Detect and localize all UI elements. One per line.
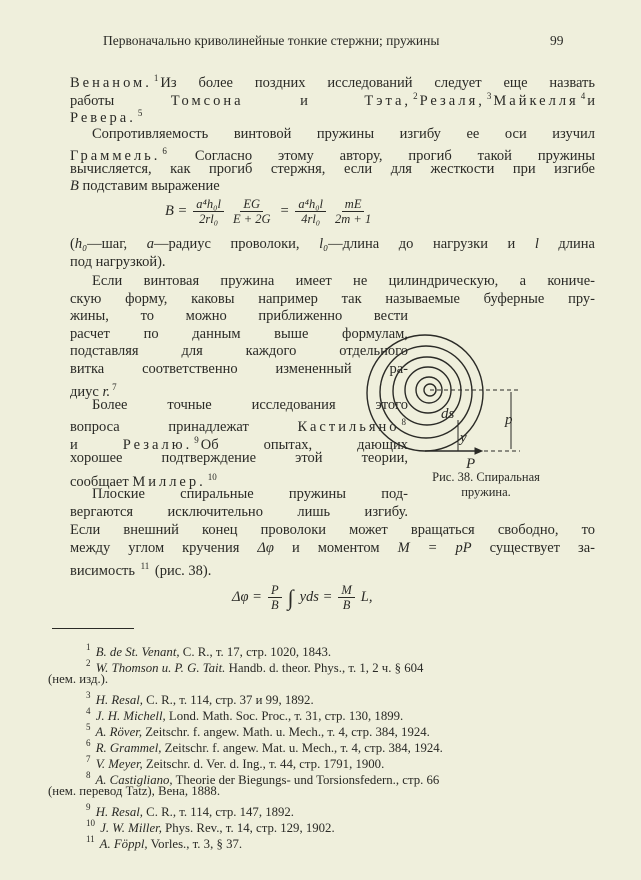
text-segment: и моментом (273, 540, 398, 556)
text-segment: витка соответственно измененный ра- (70, 361, 408, 377)
frac-num: a⁴h₀l (295, 197, 326, 212)
text-segment: Δφ (257, 540, 274, 556)
footnote-ref: 10 (207, 472, 217, 482)
caption-line: пружина. (461, 485, 511, 499)
formula-lhs: Δφ = (232, 589, 262, 605)
label-P: P (466, 456, 476, 472)
footnote-author: J. W. Miller, (97, 821, 162, 835)
footnote (84, 831, 242, 852)
text-segment: Резаля, (419, 93, 485, 109)
text-segment: —шаг, (87, 236, 147, 252)
text-segment: —длина до нагрузки и (328, 236, 535, 252)
text-segment: скую форму, каковы например так называемые буферные пру- (70, 291, 595, 307)
footnote-ref: 7 (112, 382, 117, 392)
text-segment: (рис. 38). (151, 563, 212, 579)
footnote-number: 7 (86, 754, 91, 764)
footnote-ref: 4 (580, 91, 586, 101)
text-segment: Об опытах, дающих (200, 437, 408, 453)
text-segment: расчет по данным выше формулам, (70, 326, 408, 342)
footnote-text: C. R., т. 17, стр. 1020, 1843. (179, 645, 332, 659)
footnote-ref: 9 (194, 435, 199, 445)
text-segment: вергаются исключительно лишь изгибу. (70, 504, 408, 520)
text-segment: Сопротивляемость винтовой пружины изгибу ее оси изучил (92, 126, 595, 142)
text-segment: B (70, 178, 79, 194)
footnote-author: H. Resal, (92, 693, 143, 707)
formula-tail: L, (360, 589, 373, 605)
caption-line: Рис. 38. Спиральная (432, 470, 540, 484)
footnote-continuation: (нем. изд.). (48, 672, 109, 686)
text-segment: вычисляется, как прогиб стержня, если для жесткости при изгибе (70, 161, 595, 177)
footnote-continuation: (нем. перевод Tatz), Вена, 1888. (48, 784, 221, 798)
text-segment: под нагрузкой). (70, 254, 166, 270)
frac-den: 2m + 1 (335, 212, 372, 226)
text-segment: подставим выражение (78, 178, 220, 194)
footnote-author: A. Föppl, (96, 837, 148, 851)
text-segment: a (146, 236, 154, 252)
text-segment: Плоские спиральные пружины под- (92, 486, 408, 502)
footnote-text: Theorie der Biegungs- und Torsionsfedern., стр. 66 (172, 773, 440, 787)
footnote-number: 8 (86, 770, 91, 780)
text-segment: Если винтовая пружина имеет не цилиндрическую, а кониче- (92, 273, 595, 289)
footnote-number: 9 (86, 802, 91, 812)
text-segment: сообщает (70, 474, 133, 490)
footnote-number: 4 (86, 706, 91, 716)
text-segment: Венаном. (70, 75, 152, 91)
text-segment: Граммель. (70, 148, 161, 164)
formula-mid: yds = (299, 589, 333, 605)
frac-den: B (270, 598, 279, 612)
text-segment: r. (102, 384, 111, 400)
footnote-author: H. Resal, (92, 805, 143, 819)
footnote-ref: 6 (162, 146, 167, 156)
frac-num: mE (342, 197, 365, 212)
label-p: p (505, 412, 513, 428)
footnote-author: A. Röver, (92, 725, 143, 739)
text-segment: жины, то можно приближенно вести (70, 308, 408, 324)
text-segment: Согласно этому автору, прогиб такой пружины (168, 148, 595, 164)
footnote-author: W. Thomson u. P. G. Tait. (92, 661, 226, 675)
footnote-text: C. R., т. 114, стр. 37 и 99, 1892. (142, 693, 314, 707)
footnote-text: Handb. d. theor. Phys., т. 1, 2 ч. § 604 (225, 661, 424, 675)
footnote-ref: 8 (401, 417, 406, 427)
footnote-ref: 1 (153, 73, 159, 83)
footnote-number: 10 (86, 818, 95, 828)
footnote-number: 3 (86, 690, 91, 700)
text-segment: M = pP (397, 540, 472, 556)
frac-num: a⁴h₀l (193, 197, 224, 212)
footnote-text: Phys. Rev., т. 14, стр. 129, 1902. (161, 821, 335, 835)
footnote-author: R. Grammel, (92, 741, 162, 755)
footnote-author: B. de St. Venant, (92, 645, 180, 659)
text-segment: диус (70, 384, 103, 400)
text-segment: ( (70, 236, 75, 252)
frac-den: 4rl₀ (301, 212, 321, 226)
footnote-divider (52, 628, 134, 629)
frac-num: EG (240, 197, 263, 212)
text-segment: Более точные исследования этого (92, 397, 408, 413)
text-segment: подставляя для каждого отдельного (70, 343, 408, 359)
text-segment: h₀ (74, 236, 88, 252)
footnote-text: Zeitschr. d. Ver. d. Ing., т. 44, стр. 1791, 1900. (142, 757, 385, 771)
text-segment: Из более поздних исследований следует еще назвать (160, 75, 595, 91)
footnote-text: Lond. Math. Soc. Proc., т. 31, стр. 130, 1899. (165, 709, 404, 723)
text-segment: —радиус проволоки, (153, 236, 320, 252)
page-number: 99 (550, 33, 564, 48)
footnote-number: 1 (86, 642, 91, 652)
text-segment: l₀ (319, 236, 329, 252)
text-segment: Кастильяно (297, 419, 400, 435)
integral-sign: ∫ (287, 584, 294, 610)
footnote-number: 11 (86, 834, 95, 844)
formula-lhs: B = (165, 203, 188, 219)
footnote-text: Zeitschr. f. angew. Mat. u. Mech., т. 4, стр. 384, 1924. (161, 741, 443, 755)
text-segment: и (587, 93, 595, 109)
label-ds: ds (441, 406, 455, 422)
text-segment: Миллер. (132, 474, 206, 490)
footnote-number: 2 (86, 658, 91, 668)
footnote-number: 5 (86, 722, 91, 732)
text-segment: хорошее подтверждение этой теории, (70, 450, 408, 466)
text-segment: вопроса принадлежат (70, 419, 298, 435)
footnote-author: J. H. Michell, (92, 709, 166, 723)
footnote-number: 6 (86, 738, 91, 748)
footnote-text: C. R., т. 114, стр. 147, 1892. (142, 805, 295, 819)
frac-den: E + 2G (232, 212, 271, 226)
arrow-head (475, 448, 482, 454)
frac-den: B (342, 598, 351, 612)
text-segment: и (243, 93, 365, 109)
footnote-ref: 11 (140, 561, 150, 571)
text-segment: и (70, 437, 123, 453)
frac-num: P (268, 583, 282, 598)
running-header: Первоначально криволинейные тонкие стержни; пружины (103, 33, 440, 48)
text-segment: Майкелля (493, 93, 579, 109)
footnote-ref: 5 (137, 108, 143, 118)
text-segment: существует за- (471, 540, 596, 556)
text-segment: Если внешний конец проволоки может вращаться свободно, то (70, 522, 595, 538)
footnote-author: A. Castigliano, (92, 773, 173, 787)
frac-num: M (338, 583, 354, 598)
text-segment: висимость (70, 563, 139, 579)
frac-den: 2rl₀ (199, 212, 219, 226)
footnote-text: Zeitschr. f. angew. Math. u. Mech., т. 4, стр. 384, 1924. (142, 725, 430, 739)
footnote-ref: 2 (413, 91, 418, 101)
text-segment: работы (70, 93, 171, 109)
text-segment: Ревера. (70, 110, 136, 126)
figure-caption (416, 470, 556, 500)
text-segment: l (534, 236, 539, 252)
text-segment: длина (538, 236, 595, 252)
footnote (84, 655, 423, 676)
text-segment: Томсона (170, 93, 244, 109)
text-segment: между углом кручения (70, 540, 258, 556)
footnote-ref: 3 (486, 91, 492, 101)
footnote-author: V. Meyer, (92, 757, 143, 771)
text-segment: Резалю. (122, 437, 193, 453)
formula-eq: = (279, 203, 290, 219)
footnote-text: Vorles., т. 3, § 37. (147, 837, 243, 851)
text-segment: Тэта, (364, 93, 412, 109)
label-y: y (460, 430, 467, 446)
